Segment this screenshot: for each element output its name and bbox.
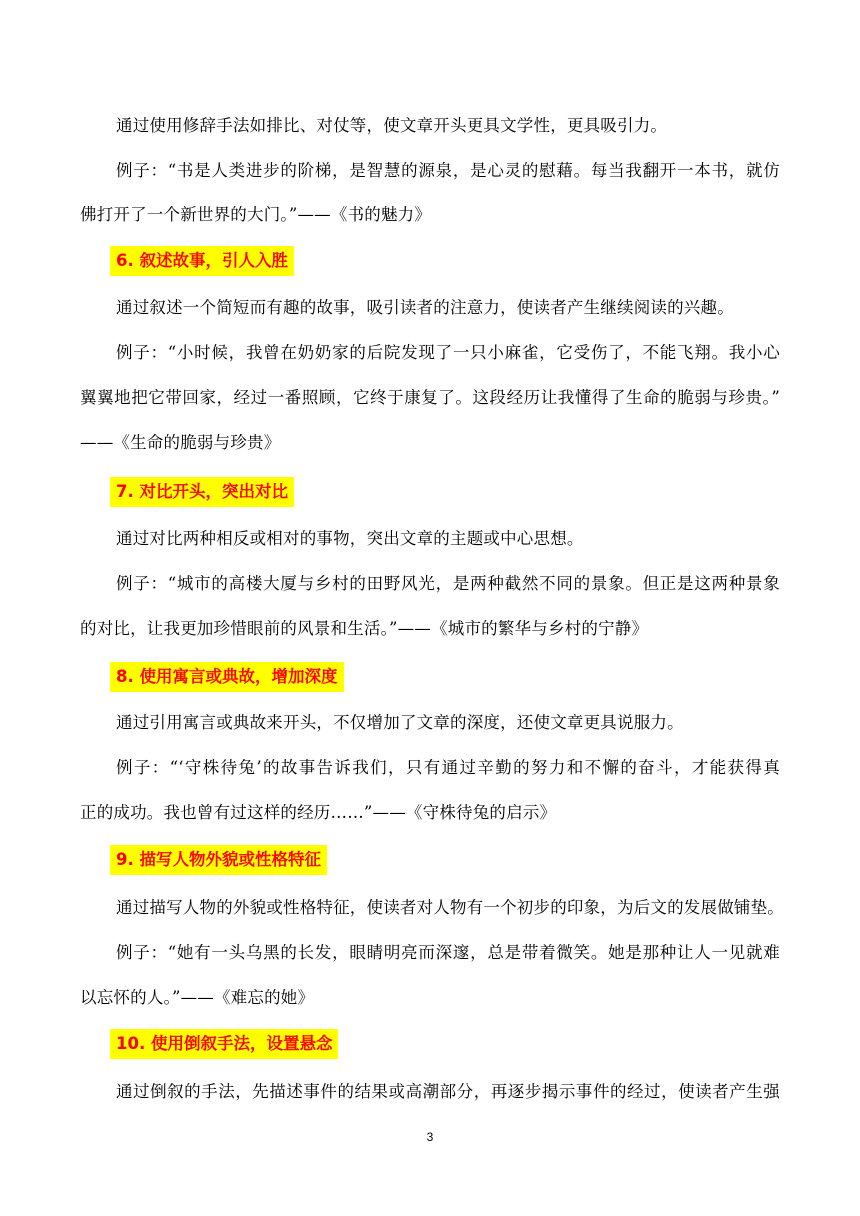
section-heading-6: 6. 叙述故事，引人入胜 [110,246,294,276]
section-heading-10: 10. 使用倒叙手法，设置悬念 [110,1029,338,1059]
paragraph-line: 以忘怀的人。”——《难忘的她》 [80,988,315,1007]
paragraph-line: 例子：“小时候，我曾在奶奶家的后院发现了一只小麻雀，它受伤了，不能飞翔。我小心 [116,343,780,362]
paragraph-line: 正的成功。我也曾有过这样的经历……”——《守株待兔的启示》 [80,803,557,822]
section-heading-9: 9. 描写人物外貌或性格特征 [110,845,327,875]
paragraph-line: ——《生命的脆弱与珍贵》 [80,433,281,452]
paragraph-line: 例子：“她有一头乌黑的长发，眼睛明亮而深邃，总是带着微笑。她是那种让人一见就难 [116,943,780,962]
paragraph-line: 通过使用修辞手法如排比、对仗等，使文章开头更具文学性，更具吸引力。 [116,116,668,135]
paragraph-line: 通过叙述一个简短而有趣的故事，吸引读者的注意力，使读者产生继续阅读的兴趣。 [116,298,734,317]
paragraph-line: 例子：“城市的高楼大厦与乡村的田野风光，是两种截然不同的景象。但正是这两种景象 [116,574,780,593]
section-heading-8: 8. 使用寓言或典故，增加深度 [110,662,344,692]
paragraph-line: 的对比，让我更加珍惜眼前的风景和生活。”——《城市的繁华与乡村的宁静》 [80,619,649,638]
paragraph-line: 例子：“书是人类进步的阶梯，是智慧的源泉，是心灵的慰藉。每当我翻开一本书，就仿 [116,161,780,180]
paragraph-line: 例子：“‘守株待兔’的故事告诉我们，只有通过辛勤的努力和不懈的奋斗，才能获得真 [116,758,780,777]
paragraph-line: 通过对比两种相反或相对的事物，突出文章的主题或中心思想。 [116,529,584,548]
paragraph-line: 通过引用寓言或典故来开头，不仅增加了文章的深度，还使文章更具说服力。 [116,713,684,732]
paragraph-line: 通过描写人物的外貌或性格特征，使读者对人物有一个初步的印象，为后文的发展做铺垫。 [116,898,784,917]
section-heading-7: 7. 对比开头，突出对比 [110,477,294,507]
paragraph-line: 佛打开了一个新世界的大门。”——《书的魅力》 [80,205,432,224]
paragraph-line: 翼翼地把它带回家，经过一番照顾，它终于康复了。这段经历让我懂得了生命的脆弱与珍贵。” [80,388,780,407]
paragraph-line: 通过倒叙的手法，先描述事件的结果或高潮部分，再逐步揭示事件的经过，使读者产生强 [116,1082,780,1101]
page-number: 3 [426,1130,434,1144]
